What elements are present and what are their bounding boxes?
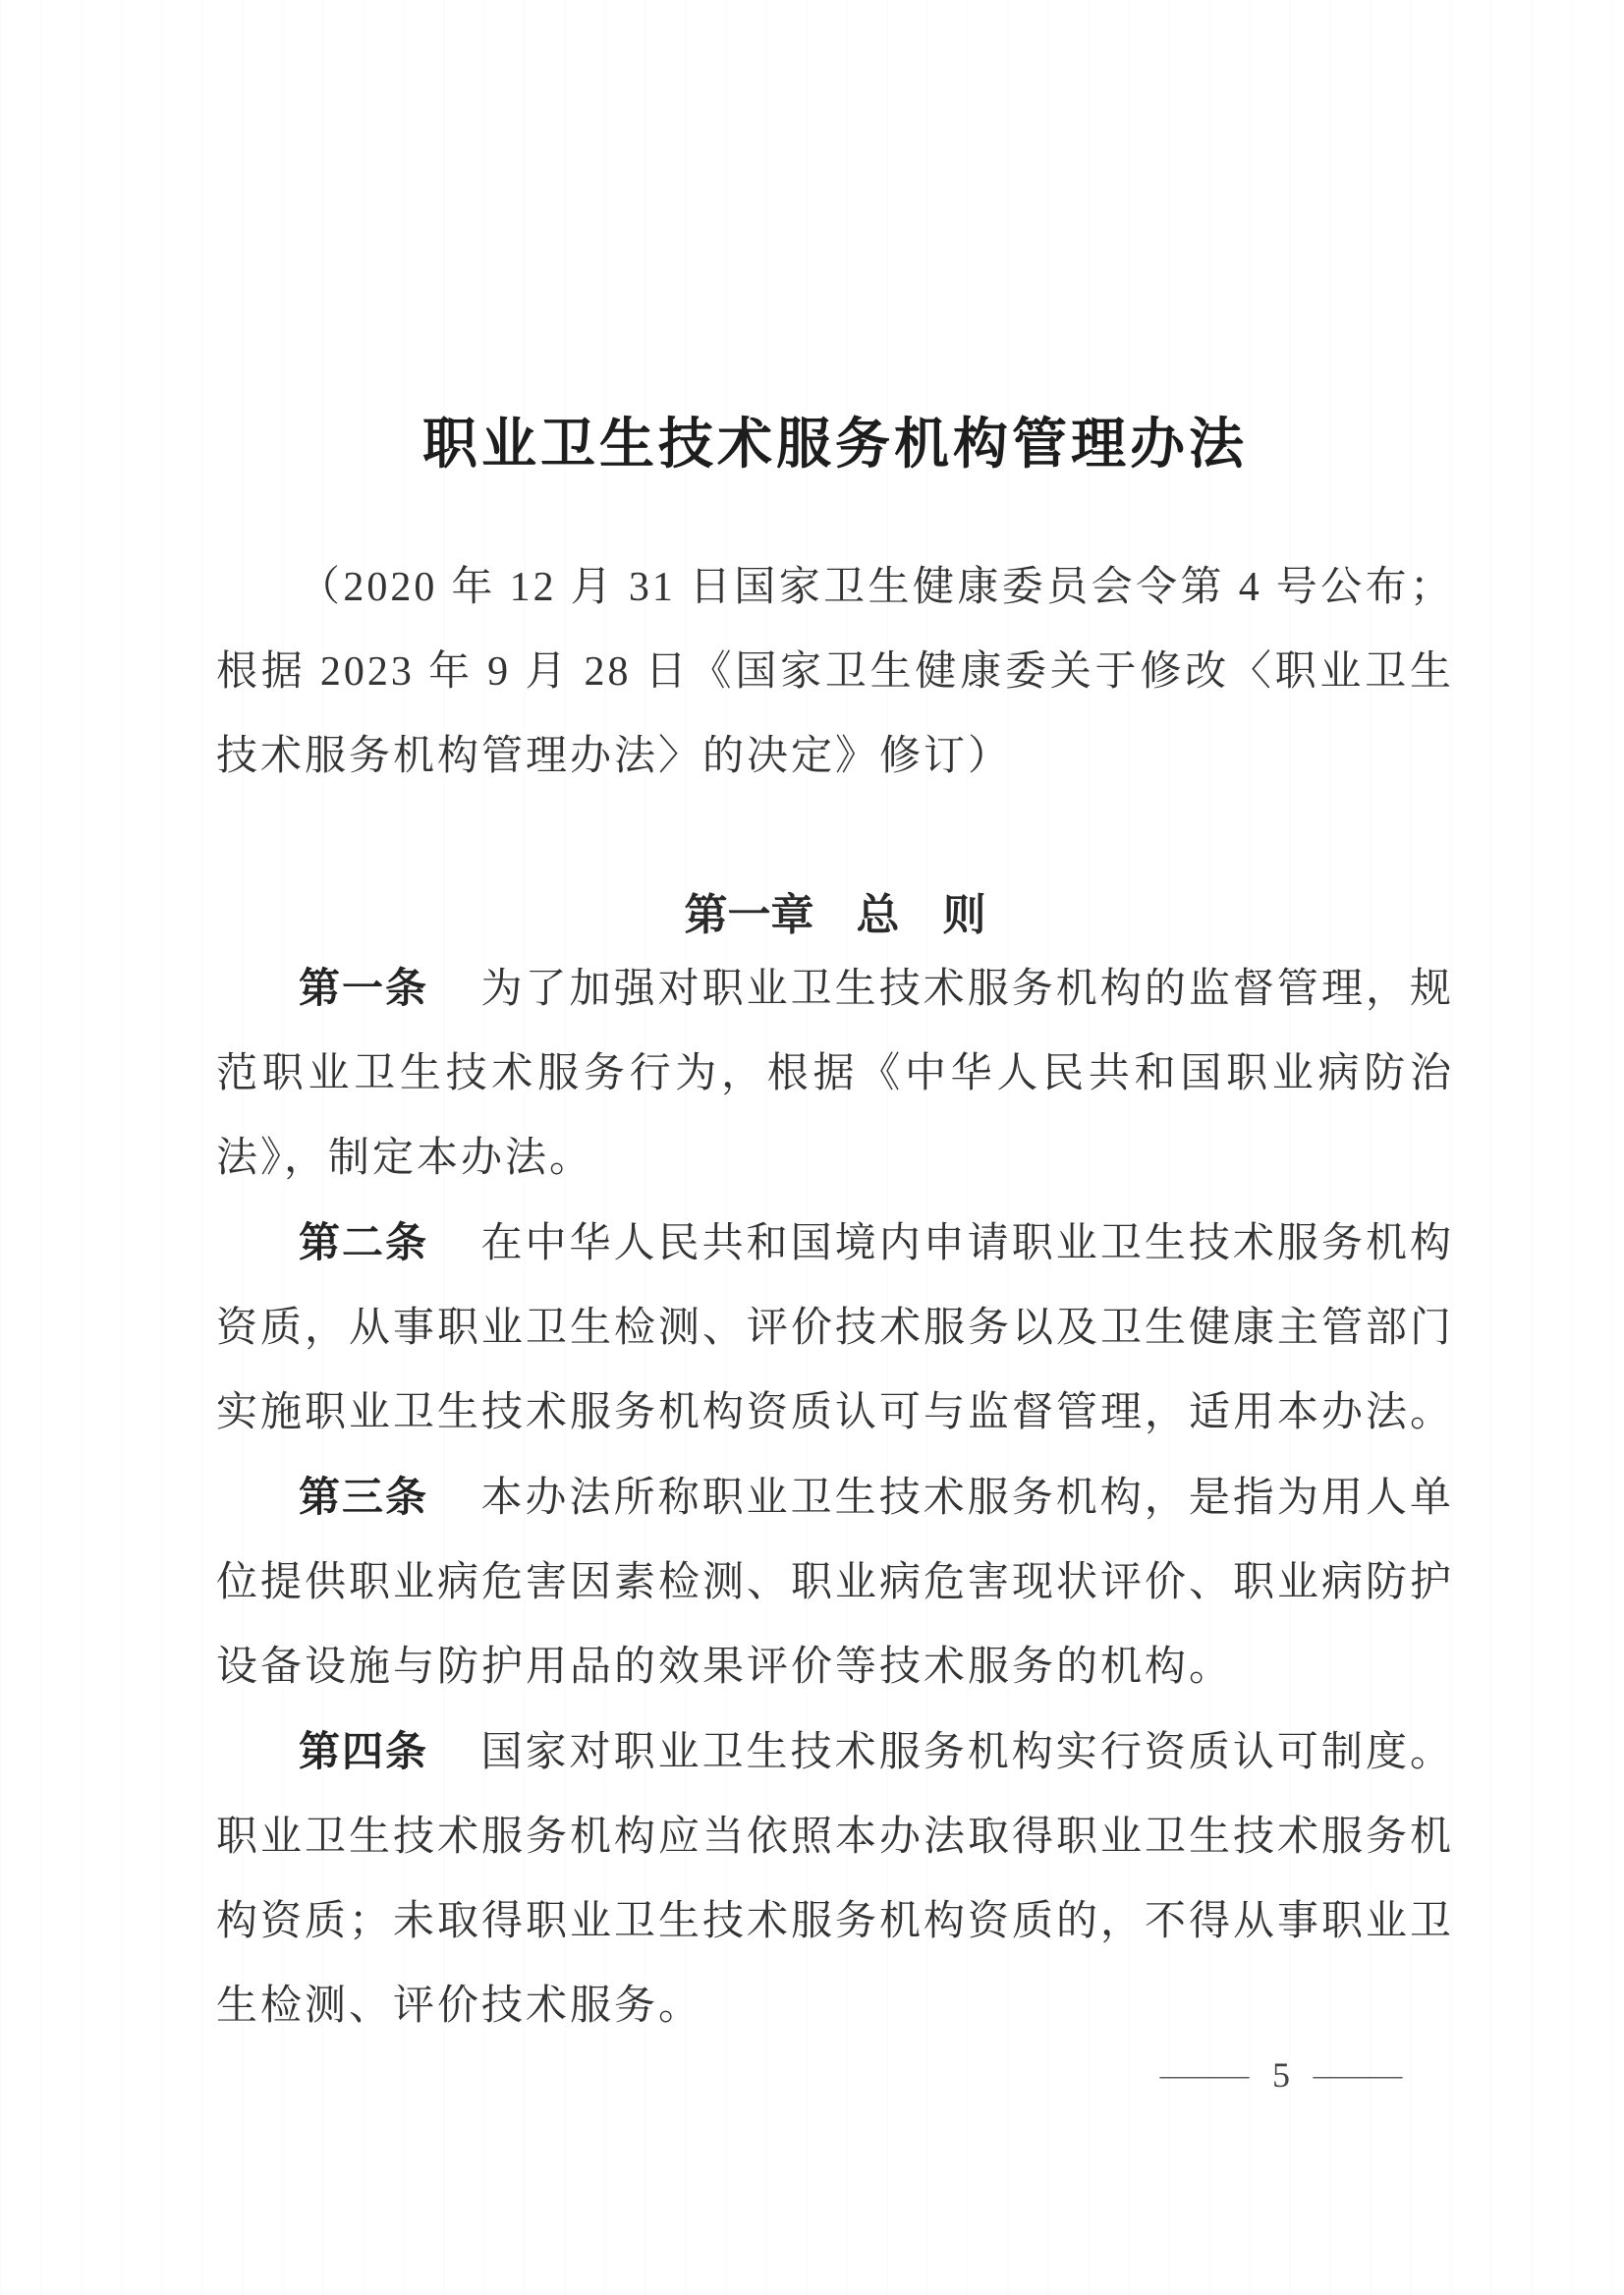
articles-section (216, 946, 1454, 2048)
article-3-text: 本办法所称职业卫生技术服务机构，是指为用人单位提供职业病危害因素检测、职业病危害现状评价、职业病防护设备设施与防护用品的效果评价等技术服务的机构。 (216, 1476, 1455, 1690)
article-4 (216, 1709, 1454, 2048)
document-title: 职业卫生技术服务机构管理办法 (422, 415, 1248, 476)
page-number: 5 (1272, 2055, 1290, 2095)
chapter-heading (216, 885, 1454, 946)
article-3-number: 第三条 (299, 1474, 429, 1520)
article-4-text: 国家对职业卫生技术服务机构实行资质认可制度。职业卫生技术服务机构应当依照本办法取得职业卫生技术服务机构资质；未取得职业卫生技术服务机构资质的，不得从事职业卫生检测、评价技术服务。 (216, 1730, 1455, 2029)
article-2 (216, 1201, 1454, 1455)
preamble-paragraph: （2020 年 12 月 31 日国家卫生健康委员会令第 4 号公布；根据 2023 年 9 月 28 日《国家卫生健康委关于修改〈职业卫生技术服务机构管理办法〉的决定》修订） (216, 565, 1454, 779)
article-1 (216, 946, 1454, 1201)
chapter-label: 第一章 (684, 891, 814, 939)
article-1-number: 第一条 (299, 965, 429, 1011)
chapter-title: 总 则 (856, 891, 986, 939)
article-3 (216, 1455, 1454, 1709)
article-2-text: 在中华人民共和国境内申请职业卫生技术服务机构资质，从事职业卫生检测、评价技术服务以及卫生健康主管部门实施职业卫生技术服务机构资质认可与监督管理，适用本办法。 (216, 1221, 1455, 1435)
page-footer (216, 2052, 1454, 2098)
article-1-text: 为了加强对职业卫生技术服务机构的监督管理，规范职业卫生技术服务行为，根据《中华人民共和国职业病防治法》，制定本办法。 (216, 967, 1454, 1181)
article-4-number: 第四条 (299, 1728, 429, 1774)
page-number-dash-right: — (1314, 2058, 1402, 2092)
page-number-dash-left: — (1160, 2058, 1249, 2092)
article-2-number: 第二条 (299, 1219, 429, 1265)
